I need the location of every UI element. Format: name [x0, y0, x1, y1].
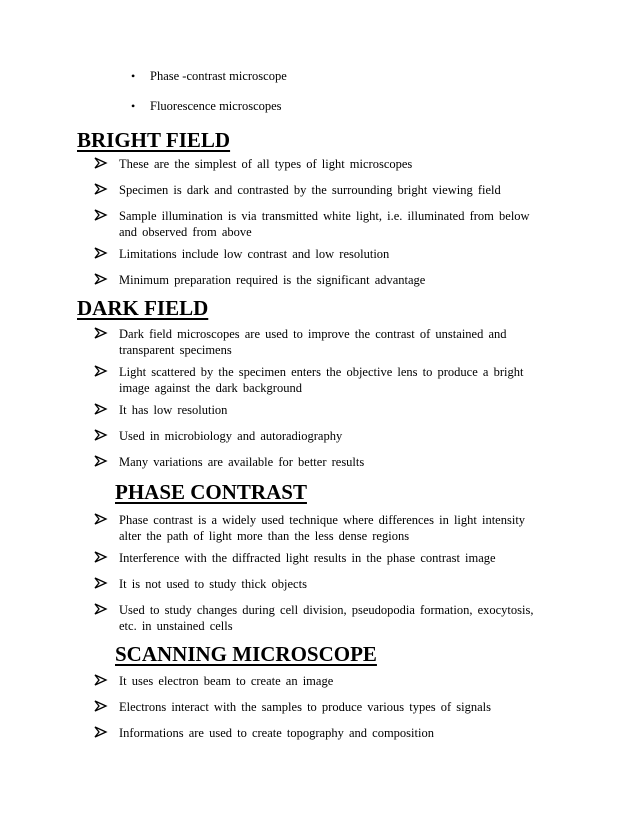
list-item: Many variations are available for better results [94, 454, 549, 474]
list-item: Phase contrast is a widely used technique where differences in light intensity alter the path of light more than the less dense regions [94, 512, 552, 550]
arrow-bullet-icon [94, 550, 108, 564]
list-item: Minimum preparation required is the significant advantage [94, 272, 544, 292]
item-list [94, 512, 552, 634]
list-item: Sample illumination is via transmitted white light, i.e. illuminated from below and observed from above [94, 208, 544, 246]
arrow-bullet-icon [94, 364, 108, 378]
list-item: Used to study changes during cell division, pseudopodia formation, exocytosis, etc. in unstained cells [94, 602, 552, 634]
section-heading: SCANNING MICROSCOPE [115, 642, 377, 666]
list-item: These are the simplest of all types of light microscopes [94, 156, 544, 182]
arrow-bullet-icon [94, 156, 108, 170]
list-item: It is not used to study thick objects [94, 576, 552, 602]
arrow-bullet-icon [94, 454, 108, 468]
bullet-dot-icon: • [131, 69, 136, 83]
list-item: Specimen is dark and contrasted by the surrounding bright viewing field [94, 182, 544, 208]
list-item: Informations are used to create topography and composition [94, 725, 549, 745]
section-heading: PHASE CONTRAST [115, 480, 307, 504]
list-item: It has low resolution [94, 402, 549, 428]
list-item: • Phase -contrast microscope [131, 69, 287, 83]
arrow-bullet-icon [94, 326, 108, 340]
section-heading: DARK FIELD [77, 296, 209, 320]
list-item: Light scattered by the specimen enters the objective lens to produce a bright image against the dark background [94, 364, 549, 402]
list-item: Interference with the diffracted light results in the phase contrast image [94, 550, 552, 576]
section-dark-field [0, 296, 638, 474]
list-item: Used in microbiology and autoradiography [94, 428, 549, 454]
item-list [94, 673, 549, 745]
section-phase-contrast [0, 480, 638, 634]
arrow-bullet-icon [94, 725, 108, 739]
list-item: Limitations include low contrast and low resolution [94, 246, 544, 272]
bullet-dot-icon: • [131, 99, 136, 113]
list-item: Electrons interact with the samples to produce various types of signals [94, 699, 549, 725]
arrow-bullet-icon [94, 246, 108, 260]
arrow-bullet-icon [94, 182, 108, 196]
section-scanning-microscope [0, 642, 638, 745]
section-bright-field [0, 128, 638, 292]
item-list [94, 156, 544, 292]
arrow-bullet-icon [94, 272, 108, 286]
arrow-bullet-icon [94, 402, 108, 416]
item-list [94, 326, 549, 474]
arrow-bullet-icon [94, 428, 108, 442]
arrow-bullet-icon [94, 208, 108, 222]
arrow-bullet-icon [94, 512, 108, 526]
arrow-bullet-icon [94, 699, 108, 713]
list-item: It uses electron beam to create an image [94, 673, 549, 699]
arrow-bullet-icon [94, 602, 108, 616]
intro-bullet-list [128, 68, 287, 128]
arrow-bullet-icon [94, 576, 108, 590]
list-item: • Fluorescence microscopes [131, 99, 282, 113]
list-item: Dark field microscopes are used to improve the contrast of unstained and transparent specimens [94, 326, 549, 364]
arrow-bullet-icon [94, 673, 108, 687]
section-heading: BRIGHT FIELD [77, 128, 231, 152]
